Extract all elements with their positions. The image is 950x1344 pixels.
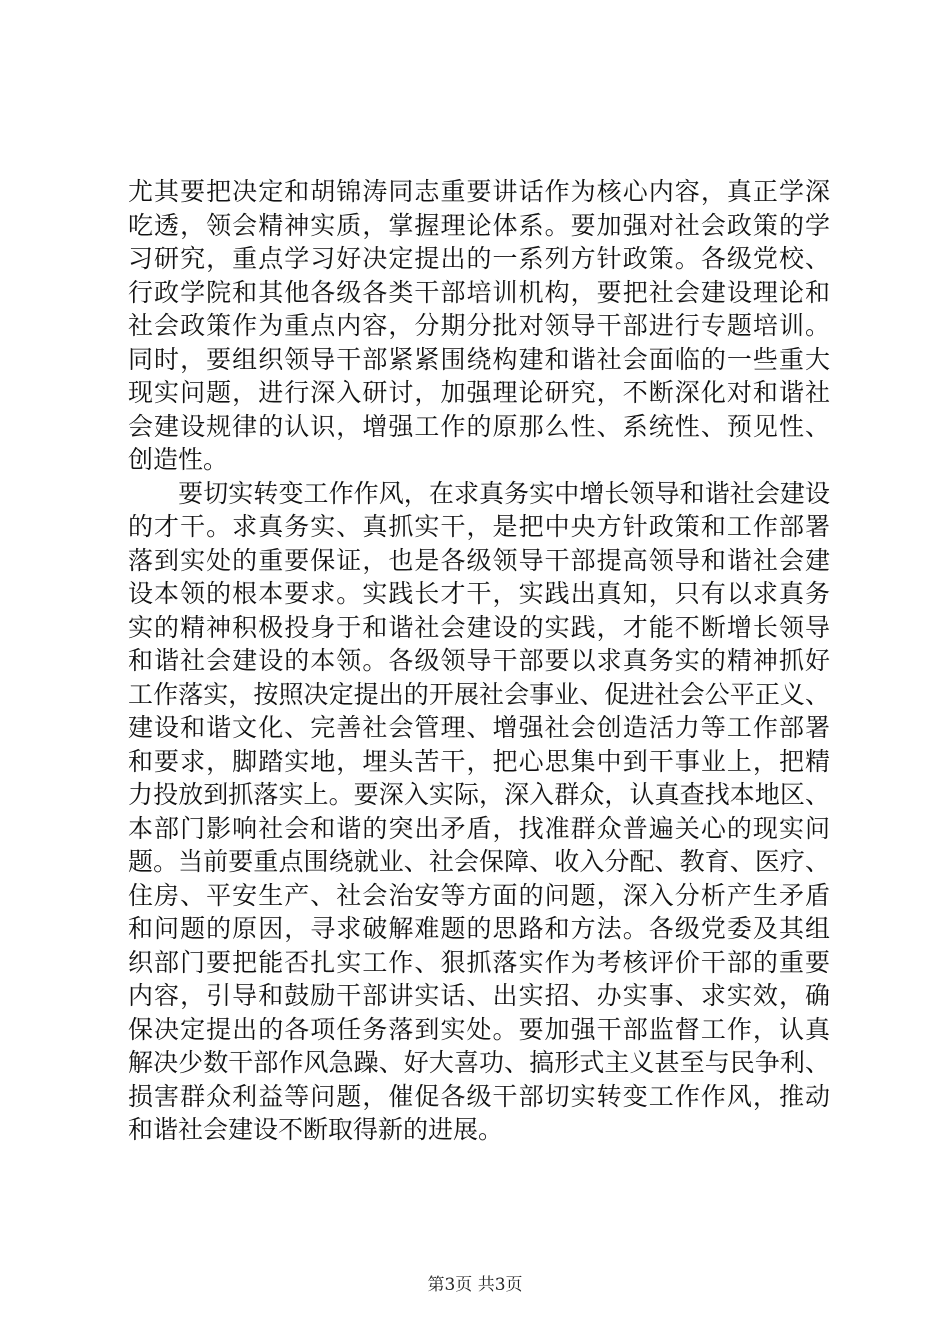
- text-line: 内容，引导和鼓励干部讲实话、出实招、办实事、求实效，确: [128, 981, 830, 1010]
- text-line: 落到实处的重要保证，也是各级领导干部提高领导和谐社会建: [128, 545, 830, 575]
- text-line: 住房、平安生产、社会治安等方面的问题，深入分析产生矛盾: [128, 880, 830, 910]
- body-text: [128, 175, 830, 1147]
- text-line: 实的精神积极投身于和谐社会建设的实践，才能不断增长领导: [128, 612, 830, 642]
- text-line: 行政学院和其他各级各类干部培训机构，要把社会建设理论和: [128, 277, 830, 307]
- text-line: 本部门影响社会和谐的突出矛盾，找准群众普遍关心的现实问: [128, 813, 830, 843]
- page-number-footer: 第3页 共3页: [427, 1275, 523, 1295]
- text-line: 尤其要把决定和胡锦涛同志重要讲话作为核心内容，真正学深: [128, 177, 830, 206]
- text-line: 社会政策作为重点内容，分期分批对领导干部进行专题培训。: [128, 311, 830, 340]
- text-line: 力投放到抓落实上。要深入实际，深入群众，认真查找本地区、: [128, 780, 830, 809]
- text-line: 工作落实，按照决定提出的开展社会事业、促进社会公平正义、: [128, 679, 830, 709]
- text-line: 保决定提出的各项任务落到实处。要加强干部监督工作，认真: [128, 1014, 830, 1044]
- text-line: 会建设规律的认识，增强工作的原那么性、系统性、预见性、: [128, 411, 830, 441]
- text-line: 和要求，脚踏实地，埋头苦干，把心思集中到干事业上，把精: [128, 746, 830, 776]
- text-line: 设本领的根本要求。实践长才干，实践出真知，只有以求真务: [128, 579, 830, 608]
- text-line: 解决少数干部作风急躁、好大喜功、搞形式主义甚至与民争利、: [128, 1048, 830, 1077]
- text-line: 损害群众利益等问题，催促各级干部切实转变工作作风，推动: [128, 1081, 830, 1111]
- text-line: 创造性。: [128, 445, 229, 474]
- text-line: 要切实转变工作作风，在求真务实中增长领导和谐社会建设: [128, 478, 830, 508]
- text-line: 织部门要把能否扎实工作、狠抓落实作为考核评价干部的重要: [128, 947, 830, 977]
- text-line: 建设和谐文化、完善社会管理、增强社会创造活力等工作部署: [128, 713, 830, 742]
- text-line: 吃透，领会精神实质，掌握理论体系。要加强对社会政策的学: [128, 210, 830, 240]
- text-line: 现实问题，进行深入研讨，加强理论研究，不断深化对和谐社: [128, 378, 830, 407]
- text-line: 和谐社会建设不断取得新的进展。: [128, 1115, 504, 1144]
- text-line: 和谐社会建设的本领。各级领导干部要以求真务实的精神抓好: [128, 646, 830, 675]
- text-line: 同时，要组织领导干部紧紧围绕构建和谐社会面临的一些重大: [128, 344, 830, 374]
- text-line: 的才干。求真务实、真抓实干，是把中央方针政策和工作部署: [128, 512, 830, 541]
- text-line: 习研究，重点学习好决定提出的一系列方针政策。各级党校、: [128, 244, 830, 273]
- text-line: 题。当前要重点围绕就业、社会保障、收入分配、教育、医疗、: [128, 847, 830, 876]
- text-line: 和问题的原因，寻求破解难题的思路和方法。各级党委及其组: [128, 914, 830, 943]
